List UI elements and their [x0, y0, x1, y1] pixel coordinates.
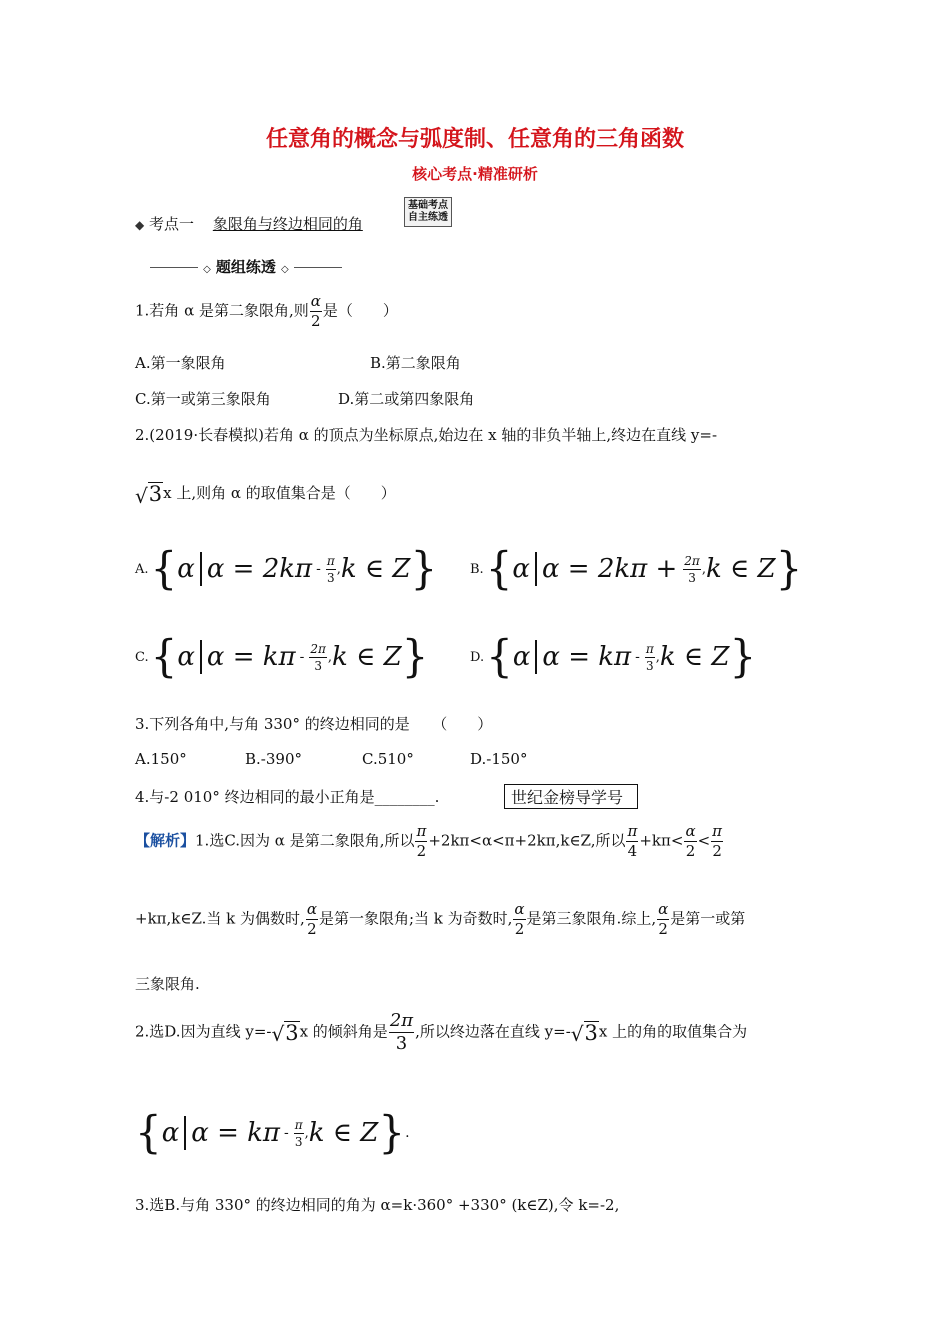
- question-1-option-a: A.第一象限角: [135, 354, 226, 372]
- solution-1-line-3: 三象限角.: [135, 975, 200, 993]
- diamond-icon: ◇: [281, 264, 289, 275]
- question-3-option-c: C.510°: [362, 750, 414, 768]
- question-1-option-d: D.第二或第四象限角: [338, 390, 475, 408]
- question-3-option-d: D.-150°: [470, 750, 528, 768]
- question-4-box: 世纪金榜导学号: [504, 784, 638, 809]
- section-heading: 象限角与终边相同的角: [212, 215, 363, 233]
- solution-1-line-1: 【解析】1.选C.因为 α 是第二象限角,所以 $\frac{\pi}{2}$ +2kπ<α<π+2kπ,k∈Z,所以 $\frac{\pi}{4}$ +kπ< $\frac{\alpha}{2}$ < $\frac{\pi}{2}$: [135, 822, 723, 860]
- solution-2-set: { α α = kπ - $\frac{\pi}{3}$ , k ∈ Z } .: [135, 1106, 410, 1159]
- question-3-option-b: B.-390°: [245, 750, 302, 768]
- section-badge: 基础考点 自主练透: [404, 197, 452, 227]
- sqrt-3: √ 3: [271, 1020, 299, 1047]
- question-1-option-b: B.第二象限角: [370, 354, 461, 372]
- question-2-stem-line2: √ 3 x 上,则角 α 的取值集合是（ ）: [135, 482, 396, 508]
- solution-3-line-1: 3.选B.与角 330° 的终边相同的角为 α=k·360° +330° (k∈Z),令 k=-2,: [135, 1196, 620, 1214]
- page-subtitle: 核心考点·精准研析: [412, 165, 538, 183]
- sqrt-3: √ 3: [570, 1020, 598, 1047]
- question-4-stem: 4.与-2 010° 终边相同的最小正角是________.: [135, 788, 440, 806]
- section-header: [135, 213, 363, 234]
- question-2-option-b: B. { α α = 2kπ + $\frac{2\pi}{3}$ , k ∈ Z }: [470, 542, 803, 595]
- solution-1-line-2: +kπ,k∈Z.当 k 为偶数时, $\frac{\alpha}{2}$ 是第一象限角;当 k 为奇数时, $\frac{\alpha}{2}$ 是第三象限角.综上, $\frac{\alpha}{2}$ 是第一或第: [135, 900, 746, 938]
- diamond-icon: ◆: [135, 218, 145, 232]
- question-1-option-c: C.第一或第三象限角: [135, 390, 271, 408]
- question-2-option-c: C. { α α = kπ - $\frac{2\pi}{3}$ , k ∈ Z }: [135, 630, 429, 683]
- question-2-stem-line1: 2.(2019·长春模拟)若角 α 的顶点为坐标原点,始边在 x 轴的非负半轴上,终边在直线 y=-: [135, 426, 718, 444]
- band-divider: ◇ 题组练透 ◇: [150, 256, 342, 277]
- question-2-option-a: A. { α α = 2kπ - $\frac{\pi}{3}$ , k ∈ Z }: [135, 542, 438, 595]
- question-3-stem: 3.下列各角中,与角 330° 的终边相同的是 （ ）: [135, 715, 493, 733]
- question-1-stem: 1.若角 α 是第二象限角,则 $\frac{\alpha}{2}$ 是（ ）: [135, 292, 398, 330]
- solution-2-line-1: 2.选D.因为直线 y=- √ 3 x 的倾斜角是 $\frac{2\pi}{3}$ ,所以终边落在直线 y=- √ 3 x 上的角的取值集合为: [135, 1010, 748, 1054]
- diamond-icon: ◇: [203, 264, 211, 275]
- sqrt-3: √ 3: [135, 482, 163, 508]
- question-2-option-d: D. { α α = kπ - $\frac{\pi}{3}$ , k ∈ Z }: [470, 630, 757, 683]
- question-3-option-a: A.150°: [135, 750, 187, 768]
- page-title: 任意角的概念与弧度制、任意角的三角函数: [265, 127, 684, 152]
- section-label: 考点一: [149, 215, 195, 233]
